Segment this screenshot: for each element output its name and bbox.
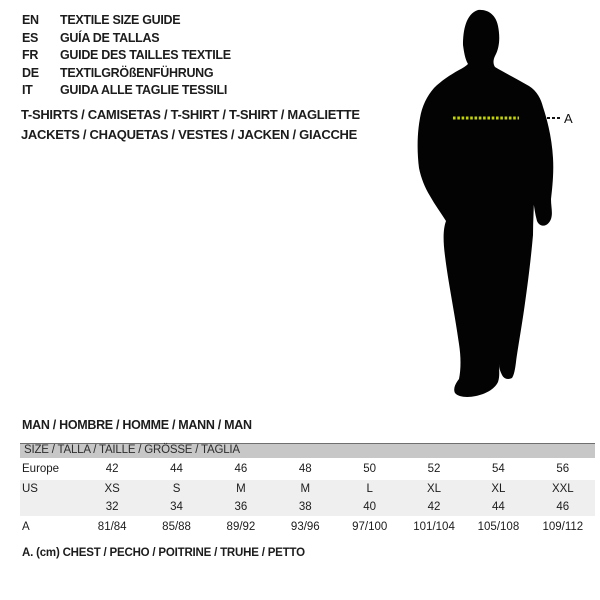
- size-cell: 40: [363, 501, 377, 513]
- size-cell: 101/104: [413, 521, 455, 533]
- lang-label: GUIDA ALLE TAGLIE TESSILI: [60, 83, 228, 97]
- size-cell: XS: [104, 483, 120, 495]
- chest-measurement-footnote: A. (cm) CHEST / PECHO / POITRINE / TRUHE / PETTO: [22, 547, 305, 559]
- size-cell: 97/100: [352, 521, 388, 533]
- size-cell: 38: [298, 501, 312, 513]
- lang-code: EN: [22, 13, 39, 27]
- size-cell: 56: [556, 463, 570, 475]
- size-cell: 46: [234, 463, 248, 475]
- size-cell: 44: [170, 463, 183, 475]
- table-row-chest-cm: [20, 516, 595, 538]
- garment-categories: [21, 105, 360, 144]
- size-table-header: SIZE / TALLA / TAILLE / GRÖSSE / TAGLIA: [20, 443, 595, 458]
- lang-code: FR: [22, 48, 39, 62]
- table-row-us: [20, 480, 595, 498]
- size-cell: 44: [492, 501, 505, 513]
- size-cell: XL: [427, 483, 442, 495]
- size-table: [20, 443, 595, 538]
- lang-label: TEXTILE SIZE GUIDE: [60, 13, 181, 27]
- measure-label-a: A: [564, 111, 573, 126]
- size-cell: M: [300, 483, 311, 495]
- language-list: [22, 12, 231, 100]
- size-cell: 48: [298, 463, 312, 475]
- category-tshirts: T-SHIRTS / CAMISETAS / T-SHIRT / T-SHIRT / MAGLIETTE: [21, 107, 360, 122]
- man-silhouette-figure: [405, 0, 600, 410]
- size-cell: 52: [427, 463, 441, 475]
- lang-code: ES: [22, 30, 39, 45]
- size-cell: 93/96: [290, 521, 320, 533]
- size-cell: 34: [170, 501, 183, 513]
- lang-row-de: [22, 65, 231, 83]
- size-cell: 36: [234, 501, 248, 513]
- lang-code: DE: [22, 65, 39, 80]
- size-cell: 105/108: [477, 521, 520, 533]
- size-cell: 89/92: [226, 521, 256, 533]
- size-cell: 46: [556, 501, 570, 513]
- lang-label: GUÍA DE TALLAS: [60, 30, 160, 45]
- section-heading-man: MAN / HOMBRE / HOMME / MANN / MAN: [22, 418, 252, 432]
- man-silhouette: [418, 10, 554, 397]
- lang-code: IT: [22, 83, 33, 97]
- size-cell: 109/112: [542, 521, 584, 533]
- size-cell: 42: [105, 463, 119, 475]
- size-cell: 54: [492, 463, 505, 475]
- lang-row-it: [22, 82, 231, 100]
- category-jackets: JACKETS / CHAQUETAS / VESTES / JACKEN / GIACCHE: [21, 126, 357, 142]
- size-cell: 50: [363, 463, 377, 475]
- row-label: A: [22, 521, 30, 533]
- row-label: US: [22, 483, 38, 495]
- size-cell: L: [366, 483, 373, 495]
- table-row-europe: [20, 458, 595, 480]
- size-cell: 85/88: [162, 521, 191, 533]
- size-cell: XXL: [551, 483, 574, 495]
- size-cell: XL: [491, 483, 506, 495]
- lang-row-es: [22, 30, 231, 48]
- row-label: Europe: [22, 463, 60, 475]
- size-cell: 81/84: [97, 521, 127, 533]
- size-cell: M: [236, 483, 246, 495]
- lang-row-en: [22, 12, 231, 30]
- lang-label: GUIDE DES TAILLES TEXTILE: [60, 48, 231, 62]
- size-cell: S: [172, 483, 181, 495]
- lang-row-fr: [22, 47, 231, 65]
- size-cell: 32: [105, 501, 119, 513]
- table-row-numeric: [20, 498, 595, 516]
- size-cell: 42: [427, 501, 441, 513]
- lang-label: TEXTILGRÖßENFÜHRUNG: [60, 65, 214, 80]
